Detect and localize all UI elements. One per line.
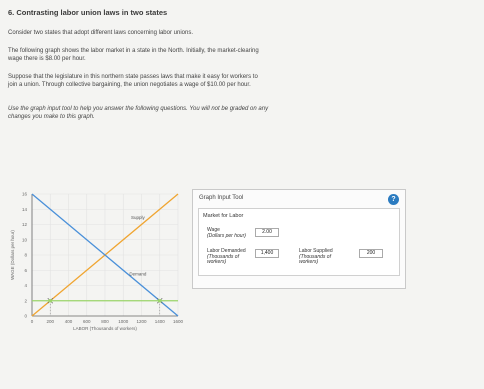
labor-market-chart[interactable]: [8, 188, 183, 338]
y-tick-label: 16: [21, 191, 27, 197]
labor-demanded-value: 1,400: [255, 249, 279, 258]
x-tick-label: 200: [46, 319, 55, 324]
paragraph-1-line-2: wage there is $8.00 per hour.: [8, 56, 86, 62]
x-tick-label: 400: [64, 319, 73, 324]
labor-supplied-unit: (Thousands of workers): [299, 253, 331, 265]
tool-panel: [198, 208, 400, 276]
x-tick-label: 1600: [172, 319, 183, 324]
help-icon[interactable]: ?: [388, 194, 399, 205]
labor-supplied-label: Labor Supplied: [299, 248, 333, 254]
labor-supplied-value: 200: [359, 249, 383, 258]
market-title: Market for Labor: [203, 213, 244, 219]
x-tick-label: 1000: [118, 319, 129, 324]
marker-point: [158, 299, 161, 302]
labor-supplied-group: [299, 249, 343, 266]
y-tick-label: 4: [24, 283, 27, 289]
instruction-line-1: Use the graph input tool to help you answer the following questions. You will not be graded on any: [8, 106, 269, 112]
y-tick-label: 2: [24, 298, 27, 304]
graph-input-tool[interactable]: [192, 189, 406, 289]
paragraph-2-line-2: join a union. Through collective bargaining, the union negotiates a wage of $10.00 per hour.: [8, 82, 251, 88]
x-axis-label: LABOR (Thousands of workers): [73, 326, 137, 331]
x-tick-label: 0: [30, 319, 34, 324]
y-tick-label: 14: [21, 206, 27, 212]
wage-unit: (Dollars per hour): [207, 232, 246, 239]
wage-label: Wage: [207, 227, 220, 233]
y-tick-label: 12: [21, 222, 27, 228]
paragraph-2-line-1: Suppose that the legislature in this northern state passes laws that make it easy for workers to: [8, 74, 258, 80]
question-title: 6. Contrasting labor union laws in two states: [8, 8, 168, 17]
labor-demanded-label: Labor Demanded: [207, 248, 246, 254]
x-tick-label: 1200: [136, 319, 147, 324]
demand-label: Demand: [129, 271, 147, 277]
paragraph-1-line-1: The following graph shows the labor market in a state in the North. Initially, the market-clearing: [8, 48, 259, 54]
supply-label: Supply: [130, 215, 145, 221]
x-tick-label: 600: [82, 319, 91, 324]
wage-label-group: [207, 228, 246, 239]
labor-demanded-group: [207, 249, 247, 266]
graph-input-tool-title: Graph Input Tool: [199, 195, 244, 201]
y-tick-label: 8: [24, 252, 27, 258]
marker-point: [49, 299, 52, 302]
y-axis-label: WAGE (Dollars per hour): [10, 230, 15, 280]
instruction-line-2: changes you make to this graph.: [8, 114, 95, 120]
y-tick-label: 0: [24, 313, 27, 319]
x-tick-label: 1400: [154, 319, 165, 324]
intro-text: Consider two states that adopt different laws concerning labor unions.: [8, 30, 193, 36]
labor-demanded-unit: (Thousands of workers): [207, 253, 239, 265]
x-tick-label: 800: [101, 319, 109, 324]
y-tick-label: 10: [21, 237, 27, 243]
wage-input[interactable]: 2.00: [255, 228, 279, 237]
y-tick-label: 6: [24, 267, 27, 273]
